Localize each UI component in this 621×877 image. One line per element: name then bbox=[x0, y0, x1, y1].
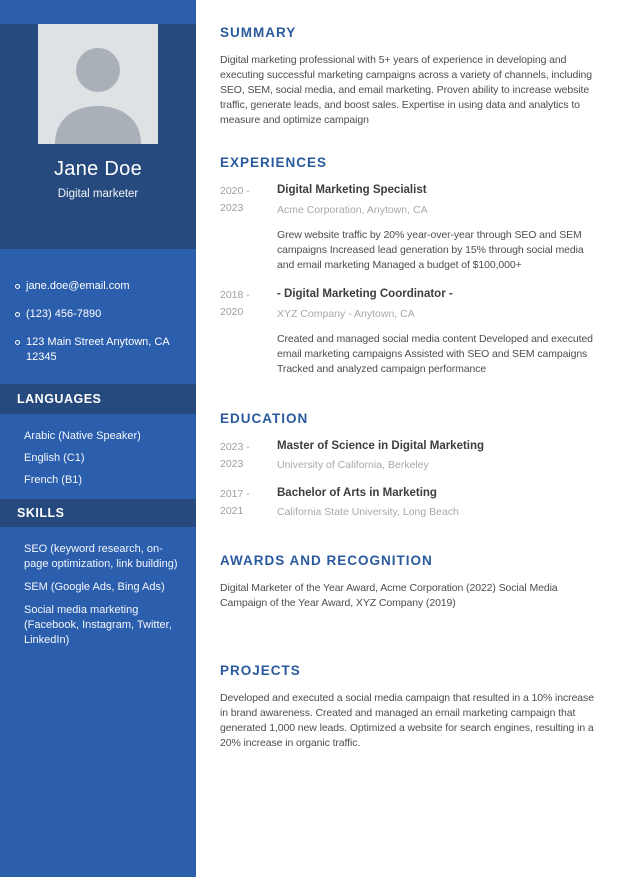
languages-list bbox=[0, 414, 196, 487]
person-name: Jane Doe bbox=[53, 158, 142, 180]
education-details bbox=[277, 439, 601, 472]
school-name: California State University, Long Beach bbox=[277, 506, 459, 518]
contact-email bbox=[15, 279, 184, 294]
person-role: Digital marketer bbox=[57, 188, 139, 200]
projects-title: PROJECTS bbox=[220, 663, 301, 678]
person-silhouette-icon bbox=[38, 24, 158, 144]
skill-item: SEM (Google Ads, Bing Ads) bbox=[24, 581, 165, 593]
skills-list bbox=[0, 527, 196, 648]
education-details bbox=[277, 486, 601, 519]
contact-phone bbox=[15, 307, 184, 322]
circle-bullet-icon bbox=[15, 284, 20, 289]
school-name: University of California, Berkeley bbox=[277, 459, 429, 471]
section-summary bbox=[220, 25, 601, 128]
summary-text: Digital marketing professional with 5+ years of experience in developing and executing successful marketing campaigns across a variety of channels, including SEO, SEM, social media, and email marketing. Proven ability to increase website traffic, generate leads, and boost sales. Expertise in using data and analytics to measure and optimize campaign bbox=[220, 54, 592, 126]
date-to: 2021 bbox=[220, 504, 244, 517]
experience-dates bbox=[220, 183, 277, 273]
job-description: Grew website traffic by 20% year-over-year through SEO and SEM campaigns Increased lead generation by 15% through social media and email marketing Managed a budget of $100,000+ bbox=[277, 229, 584, 271]
skills-section-header: SKILLS bbox=[0, 499, 196, 527]
experience-item bbox=[220, 183, 601, 273]
date-to: 2023 bbox=[220, 201, 244, 214]
section-experiences bbox=[220, 155, 601, 377]
experience-dates bbox=[220, 287, 277, 377]
education-item bbox=[220, 486, 601, 519]
awards-text: Digital Marketer of the Year Award, Acme Corporation (2022) Social Media Campaign of the Year Award, XYZ Company (2019) bbox=[220, 582, 558, 609]
date-from: 2023 - bbox=[220, 441, 250, 453]
education-dates bbox=[220, 486, 277, 519]
experience-details bbox=[277, 287, 601, 377]
education-dates bbox=[220, 439, 277, 472]
date-to: 2020 bbox=[220, 305, 244, 318]
contact-list bbox=[0, 249, 196, 365]
education-item bbox=[220, 439, 601, 472]
main-content bbox=[196, 0, 621, 751]
job-company: Acme Corporation, Anytown, CA bbox=[277, 204, 428, 216]
circle-bullet-icon bbox=[15, 340, 20, 345]
job-company: XYZ Company - Anytown, CA bbox=[277, 308, 415, 320]
section-projects bbox=[220, 663, 601, 751]
degree-title: Master of Science in Digital Marketing bbox=[277, 440, 485, 452]
education-title: EDUCATION bbox=[220, 411, 309, 426]
contact-phone-text: (123) 456-7890 bbox=[26, 308, 102, 320]
contact-address-text: 123 Main Street Anytown, CA 12345 bbox=[26, 336, 170, 363]
date-from: 2017 - bbox=[220, 488, 250, 500]
skill-item: Social media marketing (Facebook, Instagram, Twitter, LinkedIn) bbox=[24, 604, 172, 646]
job-title: Digital Marketing Specialist bbox=[277, 184, 427, 196]
language-item: English (C1) bbox=[24, 452, 85, 464]
circle-bullet-icon bbox=[15, 312, 20, 317]
experience-details bbox=[277, 183, 601, 273]
degree-title: Bachelor of Arts in Marketing bbox=[277, 487, 437, 499]
section-awards bbox=[220, 553, 601, 611]
section-education bbox=[220, 411, 601, 519]
awards-title: AWARDS AND RECOGNITION bbox=[220, 553, 433, 568]
projects-text: Developed and executed a social media campaign that resulted in a 10% increase in brand awareness. Created and managed an email marketing campaign that generated 1,000 new leads. Optimized a website for search engines, resulting in a 20% increase in organic traffic. bbox=[220, 692, 594, 749]
contact-address bbox=[15, 335, 184, 365]
experience-item bbox=[220, 287, 601, 377]
language-item: Arabic (Native Speaker) bbox=[24, 430, 141, 442]
date-from: 2020 - bbox=[220, 185, 250, 197]
experiences-title: EXPERIENCES bbox=[220, 155, 328, 170]
languages-section-header: LANGUAGES bbox=[0, 384, 196, 414]
date-to: 2023 bbox=[220, 457, 244, 470]
date-from: 2018 - bbox=[220, 289, 250, 301]
language-item: French (B1) bbox=[24, 474, 83, 486]
sidebar-header bbox=[0, 24, 196, 249]
profile-photo bbox=[38, 24, 158, 144]
skill-item: SEO (keyword research, on-page optimization, link building) bbox=[24, 543, 178, 570]
job-title: - Digital Marketing Coordinator - bbox=[277, 288, 453, 300]
job-description: Created and managed social media content Developed and executed email marketing campaigns Assisted with SEO and SEM campaigns Tracked and analyzed campaign performance bbox=[277, 333, 593, 375]
contact-email-text: jane.doe@email.com bbox=[26, 280, 130, 292]
summary-title: SUMMARY bbox=[220, 25, 297, 40]
sidebar bbox=[0, 0, 196, 877]
